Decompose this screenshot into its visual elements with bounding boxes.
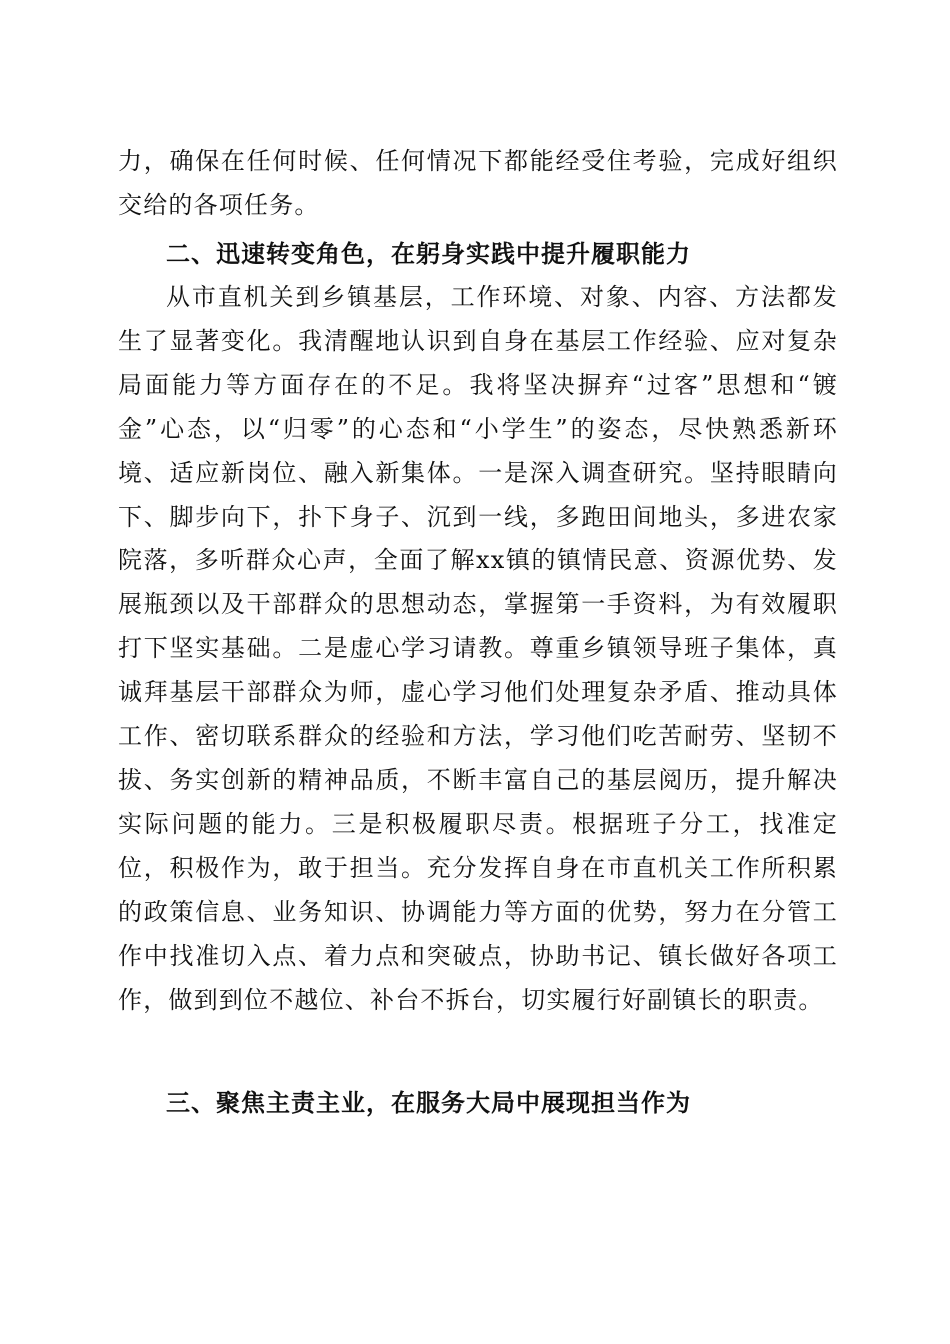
continuation-paragraph: 力，确保在任何时候、任何情况下都能经受住考验，完成好组织交给的各项任务。 (118, 147, 838, 219)
section-three-heading: 三、聚焦主责主业，在服务大局中展现担当作为 (166, 1089, 691, 1117)
section-two-heading: 二、迅速转变角色，在躬身实践中提升履职能力 (166, 240, 691, 268)
section-two-paragraph: 从市直机关到乡镇基层，工作环境、对象、内容、方法都发生了显著变化。我清醒地认识到自身在基层工作经验、应对复杂局面能力等方面存在的不足。我将坚决摒弃“过客”思想和“镀金”心态，以“归零”的心态和“小学生”的姿态，尽快熟悉新环境、适应新岗位、融入新集体。一是深入调查研究。坚持眼睛向下、脚步向下，扑下身子、沉到一线，多跑田间地头，多进农家院落，多听群众心声，全面了解xx镇的镇情民意、资源优势、发展瓶颈以及干部群众的思想动态，掌握第一手资料，为有效履职打下坚实基础。二是虚心学习请教。尊重乡镇领导班子集体，真诚拜基层干部群众为师，虚心学习他们处理复杂矛盾、推动具体工作、密切联系群众的经验和方法，学习他们吃苦耐劳、坚韧不拔、务实创新的精神品质，不断丰富自己的基层阅历，提升解决实际问题的能力。三是积极履职尽责。根据班子分工，找准定位，积极作为，敢于担当。充分发挥自身在市直机关工作所积累的政策信息、业务知识、协调能力等方面的优势，努力在分管工作中找准切入点、着力点和突破点，协助书记、镇长做好各项工作，做到到位不越位、补台不拆台，切实履行好副镇长的职责。 (118, 283, 838, 1014)
